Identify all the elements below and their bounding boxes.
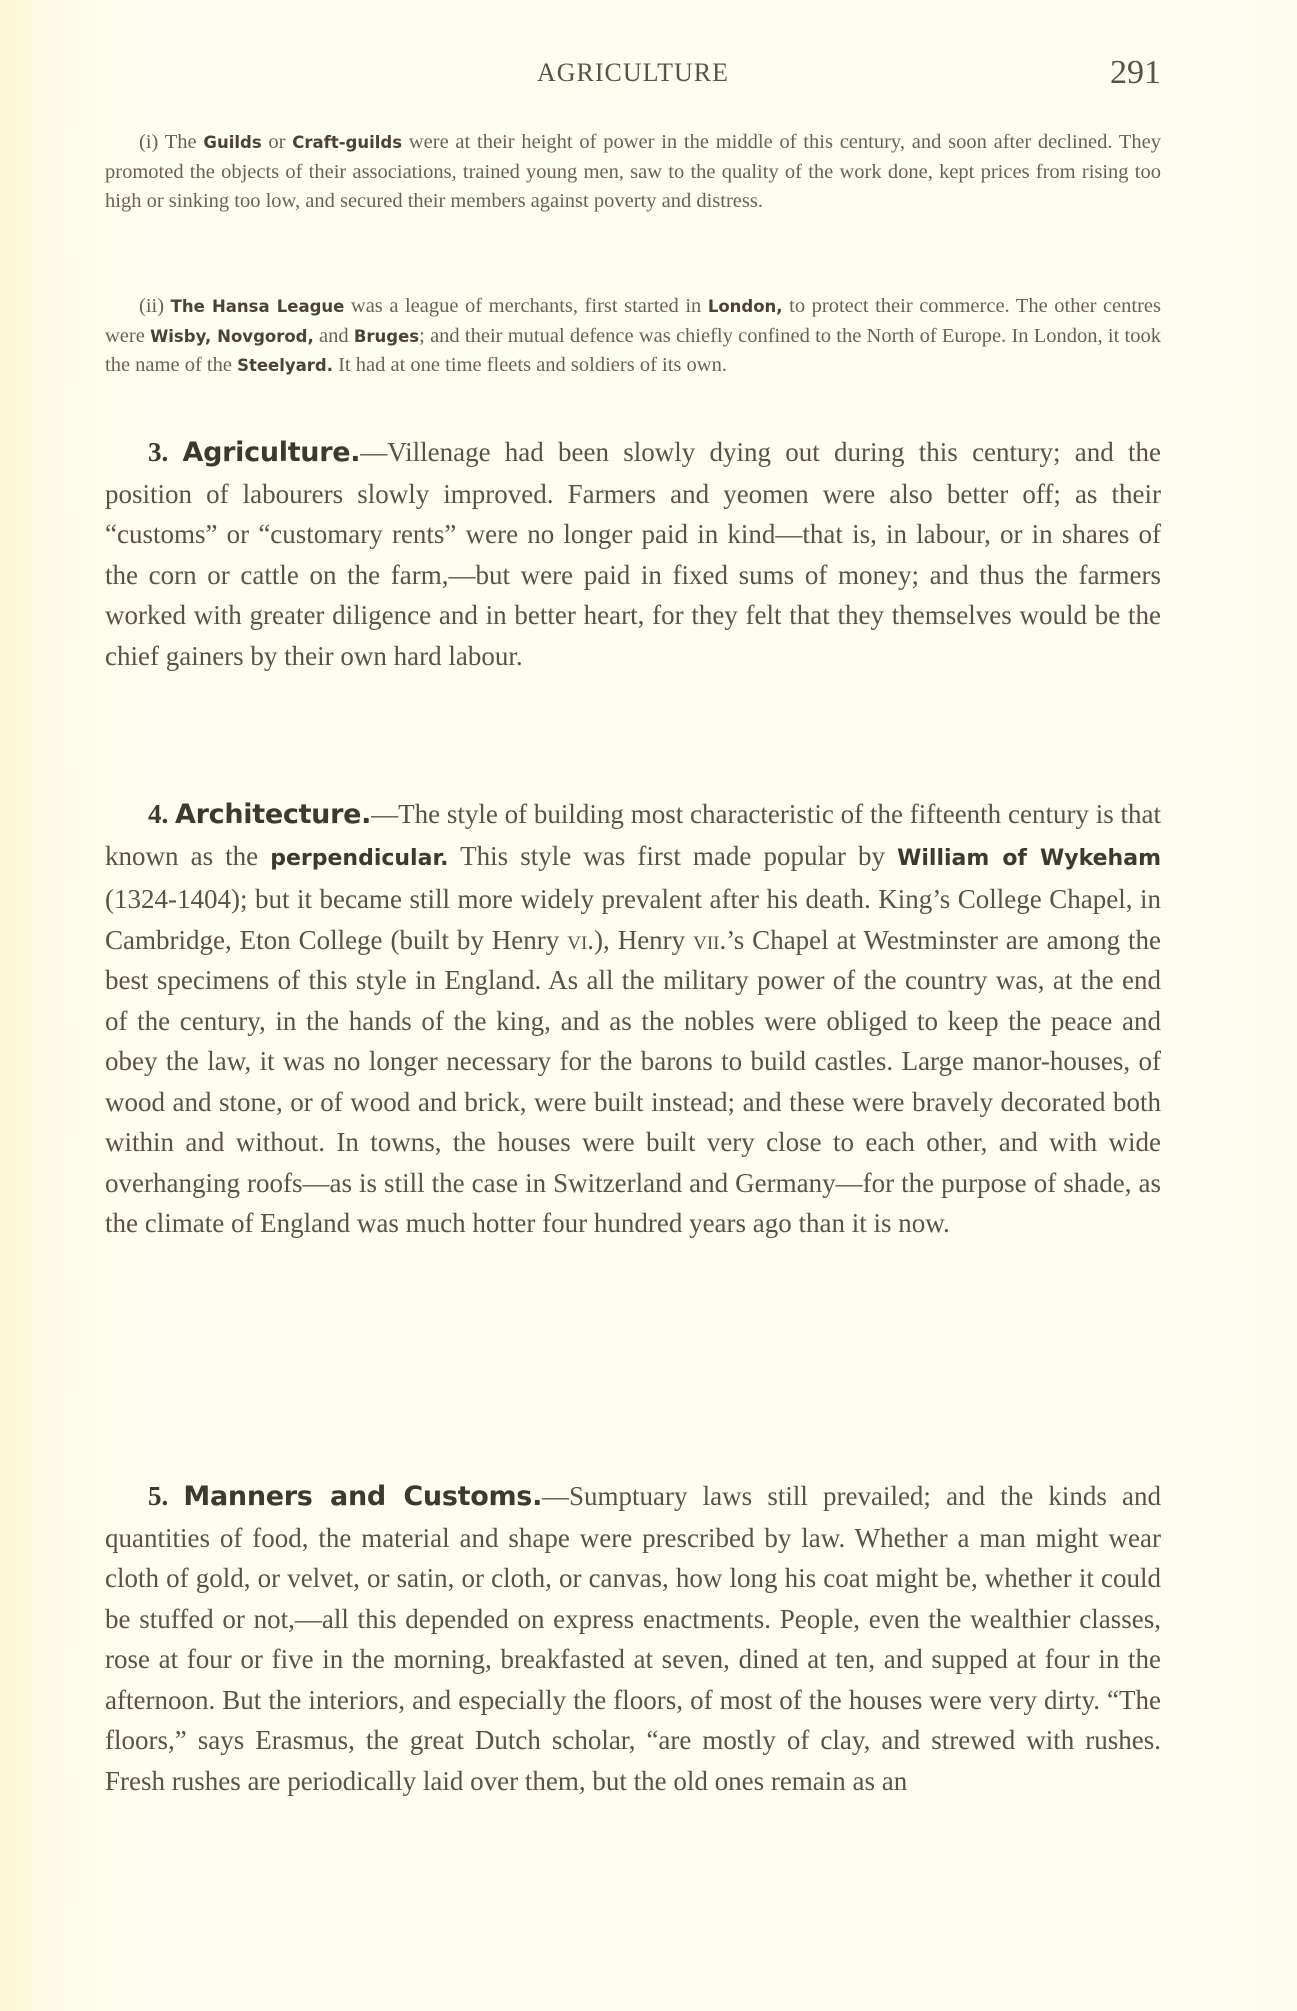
regnal-number: vi.: [567, 924, 595, 955]
section-body: —Villenage had been slowly dying out during this century; and the position of labourers slowly improved. Farmers and yeomen were also better off; as their “customs” or “customary rents” were no longer paid in kind—that is, in labour, or in shares of the corn or cattle on the farm,—but were paid in fixed sums of money; and thus the farmers worked with greater diligence and in better heart, for they felt that they themselves would be the chief gainers by their own hard labour.: [105, 437, 1162, 671]
section-number: 5.: [148, 1481, 169, 1511]
term-hansa-league: The Hansa League: [170, 297, 345, 316]
term-bruges: Bruges: [353, 326, 420, 346]
section-heading: Architecture.: [175, 799, 372, 830]
section-heading: Manners and Customs.: [183, 1481, 543, 1512]
section-body: —The style of building most characteristic of the fifteenth century is that known as the: [105, 799, 1162, 871]
note-text: to protect their commerce. The other centres were: [105, 295, 1161, 347]
footnote-hansa-league: [105, 292, 1161, 381]
section-body: ’s Chapel at Westminster are among the best specimens of this style in England. As all the military power of the country was, at the end of the century, in the hands of the king, and as the nobles were obliged to keep the peace and obey the law, it was no longer necessary for the barons to build castles. Large manor-houses, of wood and stone, or of wood and brick, were built instead; and these were bravely decorated both within and without. In towns, the houses were built very close to each other, and with wide overhanging roofs—as is still the case in Switzerland and Germany—for the purpose of shade, as the climate of England was much hotter four hundred years ago than it is now.: [105, 924, 1162, 1238]
term-craft-guilds: Craft-guilds: [292, 133, 403, 152]
page-number: 291: [1110, 54, 1161, 91]
section-heading: Agriculture.: [182, 437, 361, 468]
term-william-of-wykeham: William of Wykeham: [897, 845, 1161, 871]
running-header: [105, 54, 1161, 98]
note-text: was a league of merchants, first started in: [344, 295, 708, 317]
regnal-number: vii.: [693, 924, 727, 955]
term-steelyard: Steelyard.: [237, 356, 333, 375]
note-text: ; and their mutual defence was chiefly confined to the North of Europe. In London, it took the name of the: [105, 324, 1161, 376]
section-body: —Sumptuary laws still prevailed; and the kinds and quantities of food, the material and shape were prescribed by law. Whether a man might wear cloth of gold, or velvet, or satin, or cloth, or canvas, how long his coat might be, whether it could be stuffed or not,—all this depended on express enactments. People, even the wealthier classes, rose at four or five in the morning, breakfasted at seven, dined at ten, and supped at four in the afternoon. But the interiors, and especially the floors, of most of the houses were very dirty. “The floors,” says Erasmus, the great Dutch scholar, “are mostly of clay, and strewed with rushes. Fresh rushes are periodically laid over them, but the old ones remain as an: [105, 1481, 1161, 1796]
section-number: 4.: [148, 799, 169, 829]
note-text: It had at one time fleets and soldiers of its own.: [332, 354, 727, 376]
term-london: London,: [707, 297, 783, 316]
section-manners-and-customs: [105, 1476, 1161, 1801]
note-label: (ii): [139, 295, 171, 317]
term-perpendicular: perpendicular.: [270, 845, 449, 871]
note-text: and: [313, 324, 354, 347]
note-label: (i) The: [139, 131, 204, 153]
section-body: ), Henry: [594, 924, 694, 955]
note-text: were at their height of power in the middle of this century, and soon after declined. They promoted the objects of their associations, trained young men, saw to the quality of the work done, kept prices from rising too high or sinking too low, and secured their members against poverty and distress.: [105, 131, 1162, 212]
section-architecture: [105, 794, 1161, 1244]
note-text: or: [261, 131, 293, 153]
section-body: This style was first made popular by: [448, 840, 898, 871]
term-centres: Wisby, Novgorod,: [150, 326, 314, 346]
term-guilds: Guilds: [203, 133, 262, 152]
running-title: AGRICULTURE: [536, 58, 730, 87]
section-agriculture: [105, 432, 1161, 676]
section-body: (1324-1404); but it became still more widely prevalent after his death. King’s College Chapel, in Cambridge, Eton College (built by Henry: [105, 884, 1161, 955]
section-number: 3.: [148, 437, 169, 467]
footnote-guilds: [105, 128, 1161, 217]
